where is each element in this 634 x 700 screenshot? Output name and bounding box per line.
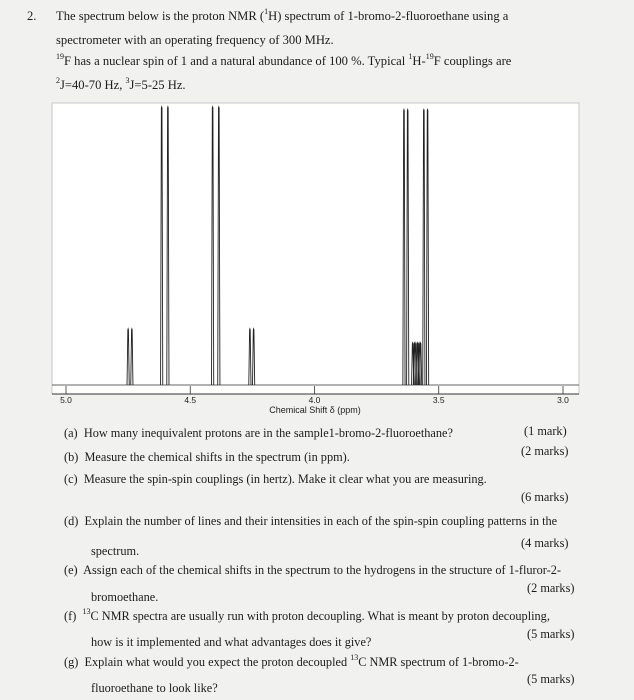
part-e-text: Assign each of the chemical shifts in the spectrum to the hydrogens in the structure of 1-fluror-2- xyxy=(83,563,561,577)
part-a-marks: (1 mark) xyxy=(524,424,567,438)
part-d-marks: (4 marks) xyxy=(521,536,569,550)
part-b-marks: (2 marks) xyxy=(521,444,569,458)
intro-line-1-a: The spectrum below is the proton NMR ( xyxy=(56,9,265,23)
part-a-text: How many inequivalent protons are in the sample1-bromo-2-fluoroethane? xyxy=(83,426,453,440)
intro-line-3-b: H- xyxy=(412,54,426,68)
part-b-label: (b) xyxy=(64,450,79,464)
part-f xyxy=(64,609,550,624)
x-tick-label-4: 3.0 xyxy=(557,395,569,405)
part-d-text: Explain the number of lines and their intensities in each of the spin-spin coupling patterns in the xyxy=(84,514,558,528)
part-b-text: Measure the chemical shifts in the spectrum (in ppm). xyxy=(84,450,350,464)
part-a-label: (a) xyxy=(64,426,78,440)
part-g-label: (g) xyxy=(64,655,79,669)
intro-line-3-a: F has a nuclear spin of 1 and a natural abundance of 100 %. Typical xyxy=(64,54,409,68)
intro-line-4-sup2: 3 xyxy=(125,76,130,85)
part-c-marks: (6 marks) xyxy=(521,490,569,504)
part-d xyxy=(64,514,557,529)
part-b xyxy=(64,450,350,465)
part-c xyxy=(64,472,487,487)
intro-line-4-b: J=5-25 Hz. xyxy=(129,78,186,92)
x-tick-label-3: 3.5 xyxy=(432,395,445,405)
intro-line-3-sup3: 19 xyxy=(425,52,434,61)
part-g xyxy=(64,655,519,670)
part-g-text-a: Explain what would you expect the proton decoupled xyxy=(84,655,351,669)
part-f-text: C NMR spectra are usually run with proton decoupling. What is meant by proton decoupling, xyxy=(90,609,550,623)
part-f-marks: (5 marks) xyxy=(527,627,575,641)
intro-line-1-sup: 1 xyxy=(264,7,269,16)
part-e-marks: (2 marks) xyxy=(527,581,575,595)
intro-line-3-sup2: 1 xyxy=(408,52,413,61)
part-f-label: (f) xyxy=(64,609,77,623)
x-axis-label: Chemical Shift δ (ppm) xyxy=(269,405,361,415)
part-g-sup: 13 xyxy=(350,653,359,662)
part-e xyxy=(64,563,561,578)
intro-line-3-c: F couplings are xyxy=(433,54,512,68)
question-number: 2. xyxy=(27,9,37,23)
part-f-text2: how is it implemented and what advantages does it give? xyxy=(91,635,372,649)
part-d-label: (d) xyxy=(64,514,79,528)
part-f-sup: 13 xyxy=(82,607,91,616)
part-c-text: Measure the spin-spin couplings (in hertz). Make it clear what you are measuring. xyxy=(83,472,487,486)
x-tick-label-2: 4.0 xyxy=(308,395,321,405)
intro-line-4-a: J=40-70 Hz, xyxy=(60,78,126,92)
intro-line-4-sup1: 2 xyxy=(56,76,60,85)
part-e-label: (e) xyxy=(64,563,78,577)
intro-line-3-sup1: 19 xyxy=(56,52,64,61)
x-tick-label-0: 5.0 xyxy=(60,395,72,405)
x-tick-label-1: 4.5 xyxy=(184,395,197,405)
part-g-text-b: C NMR spectrum of 1-bromo-2- xyxy=(358,655,519,669)
part-a xyxy=(64,426,453,441)
part-g-text2: fluoroethane to look like? xyxy=(91,681,218,695)
part-e-text2: bromoethane. xyxy=(91,590,159,604)
part-g-marks: (5 marks) xyxy=(527,672,575,686)
intro-line-1-b: H) spectrum of 1-bromo-2-fluoroethane using a xyxy=(268,9,509,23)
part-c-label: (c) xyxy=(64,472,78,486)
part-d-text2: spectrum. xyxy=(91,544,140,558)
intro-line-2: spectrometer with an operating frequency of 300 MHz. xyxy=(56,33,334,47)
